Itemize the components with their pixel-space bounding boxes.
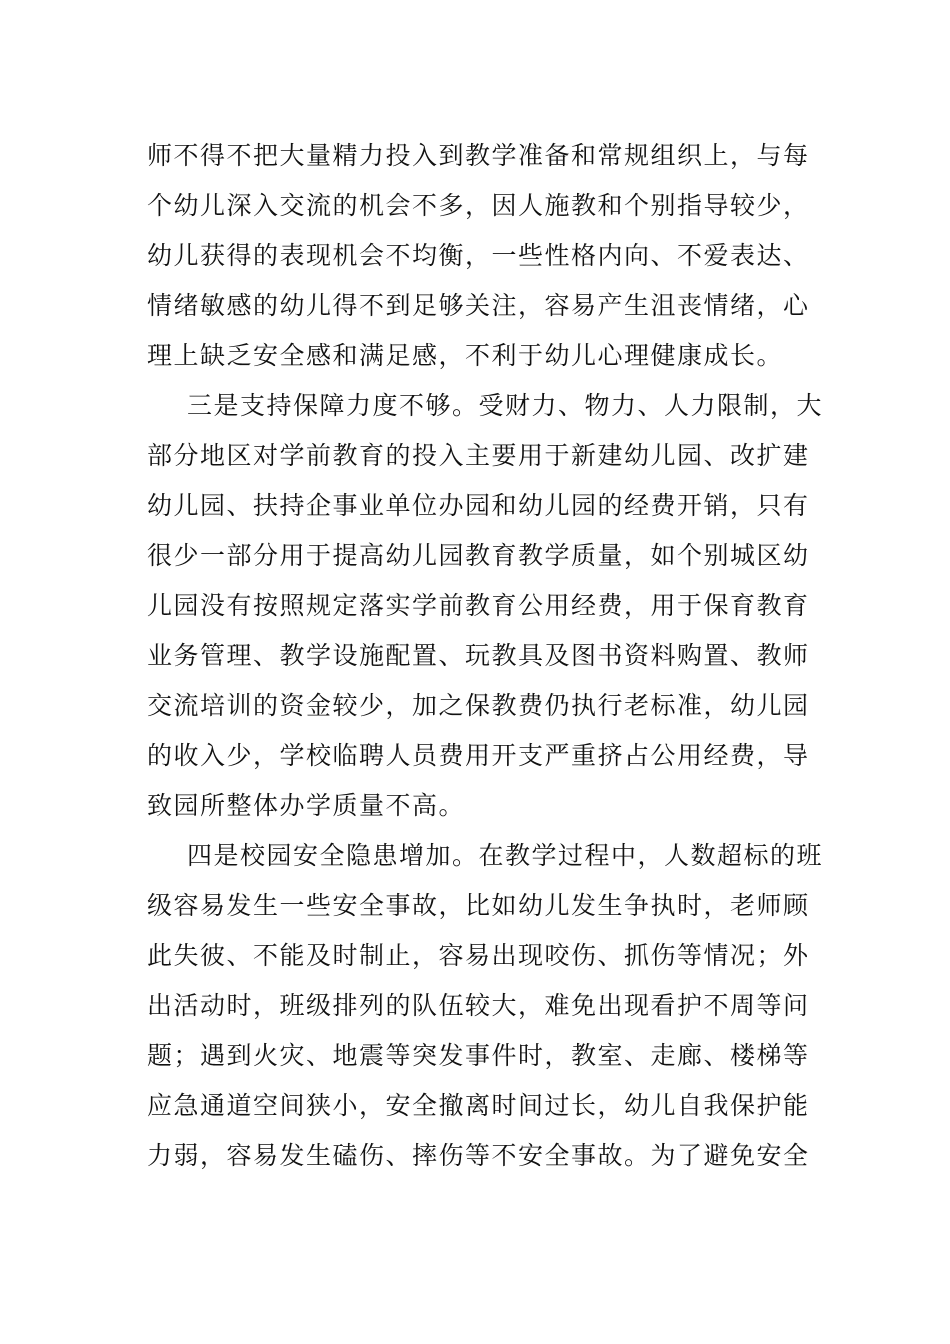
text-line: 出活动时，班级排列的队伍较大，难免出现看护不周等问: [147, 991, 810, 1020]
paragraph-first-line: 三是支持保障力度不够。受财力、物力、人力限制，大: [187, 391, 824, 420]
text-line: 情绪敏感的幼儿得不到足够关注，容易产生沮丧情绪，心: [147, 291, 810, 320]
text-line: 幼儿获得的表现机会不均衡，一些性格内向、不爱表达、: [147, 241, 810, 270]
text-line: 此失彼、不能及时制止，容易出现咬伤、抓伤等情况；外: [147, 941, 810, 970]
text-line: 力弱，容易发生磕伤、摔伤等不安全事故。为了避免安全: [147, 1141, 810, 1170]
text-line: 应急通道空间狭小，安全撤离时间过长，幼儿自我保护能: [147, 1091, 810, 1120]
text-line: 级容易发生一些安全事故，比如幼儿发生争执时，老师顾: [147, 891, 810, 920]
text-line: 业务管理、教学设施配置、玩教具及图书资料购置、教师: [147, 641, 810, 670]
text-line: 很少一部分用于提高幼儿园教育教学质量，如个别城区幼: [147, 541, 810, 570]
text-line: 致园所整体办学质量不高。: [147, 791, 466, 820]
paragraph-first-line: 四是校园安全隐患增加。在教学过程中，人数超标的班: [187, 841, 824, 870]
text-line: 部分地区对学前教育的投入主要用于新建幼儿园、改扩建: [147, 441, 810, 470]
text-line: 幼儿园、扶持企事业单位办园和幼儿园的经费开销，只有: [147, 491, 810, 520]
text-line: 师不得不把大量精力投入到教学准备和常规组织上，与每: [147, 141, 810, 170]
document-body: [147, 131, 824, 1181]
text-line: 的收入少，学校临聘人员费用开支严重挤占公用经费，导: [147, 741, 810, 770]
text-line: 理上缺乏安全感和满足感，不利于幼儿心理健康成长。: [147, 341, 784, 370]
text-line: 题；遇到火灾、地震等突发事件时，教室、走廊、楼梯等: [147, 1041, 810, 1070]
text-line: 个幼儿深入交流的机会不多，因人施教和个别指导较少，: [147, 191, 810, 220]
text-line: 儿园没有按照规定落实学前教育公用经费，用于保育教育: [147, 591, 810, 620]
text-line: 交流培训的资金较少，加之保教费仍执行老标准，幼儿园: [147, 691, 810, 720]
